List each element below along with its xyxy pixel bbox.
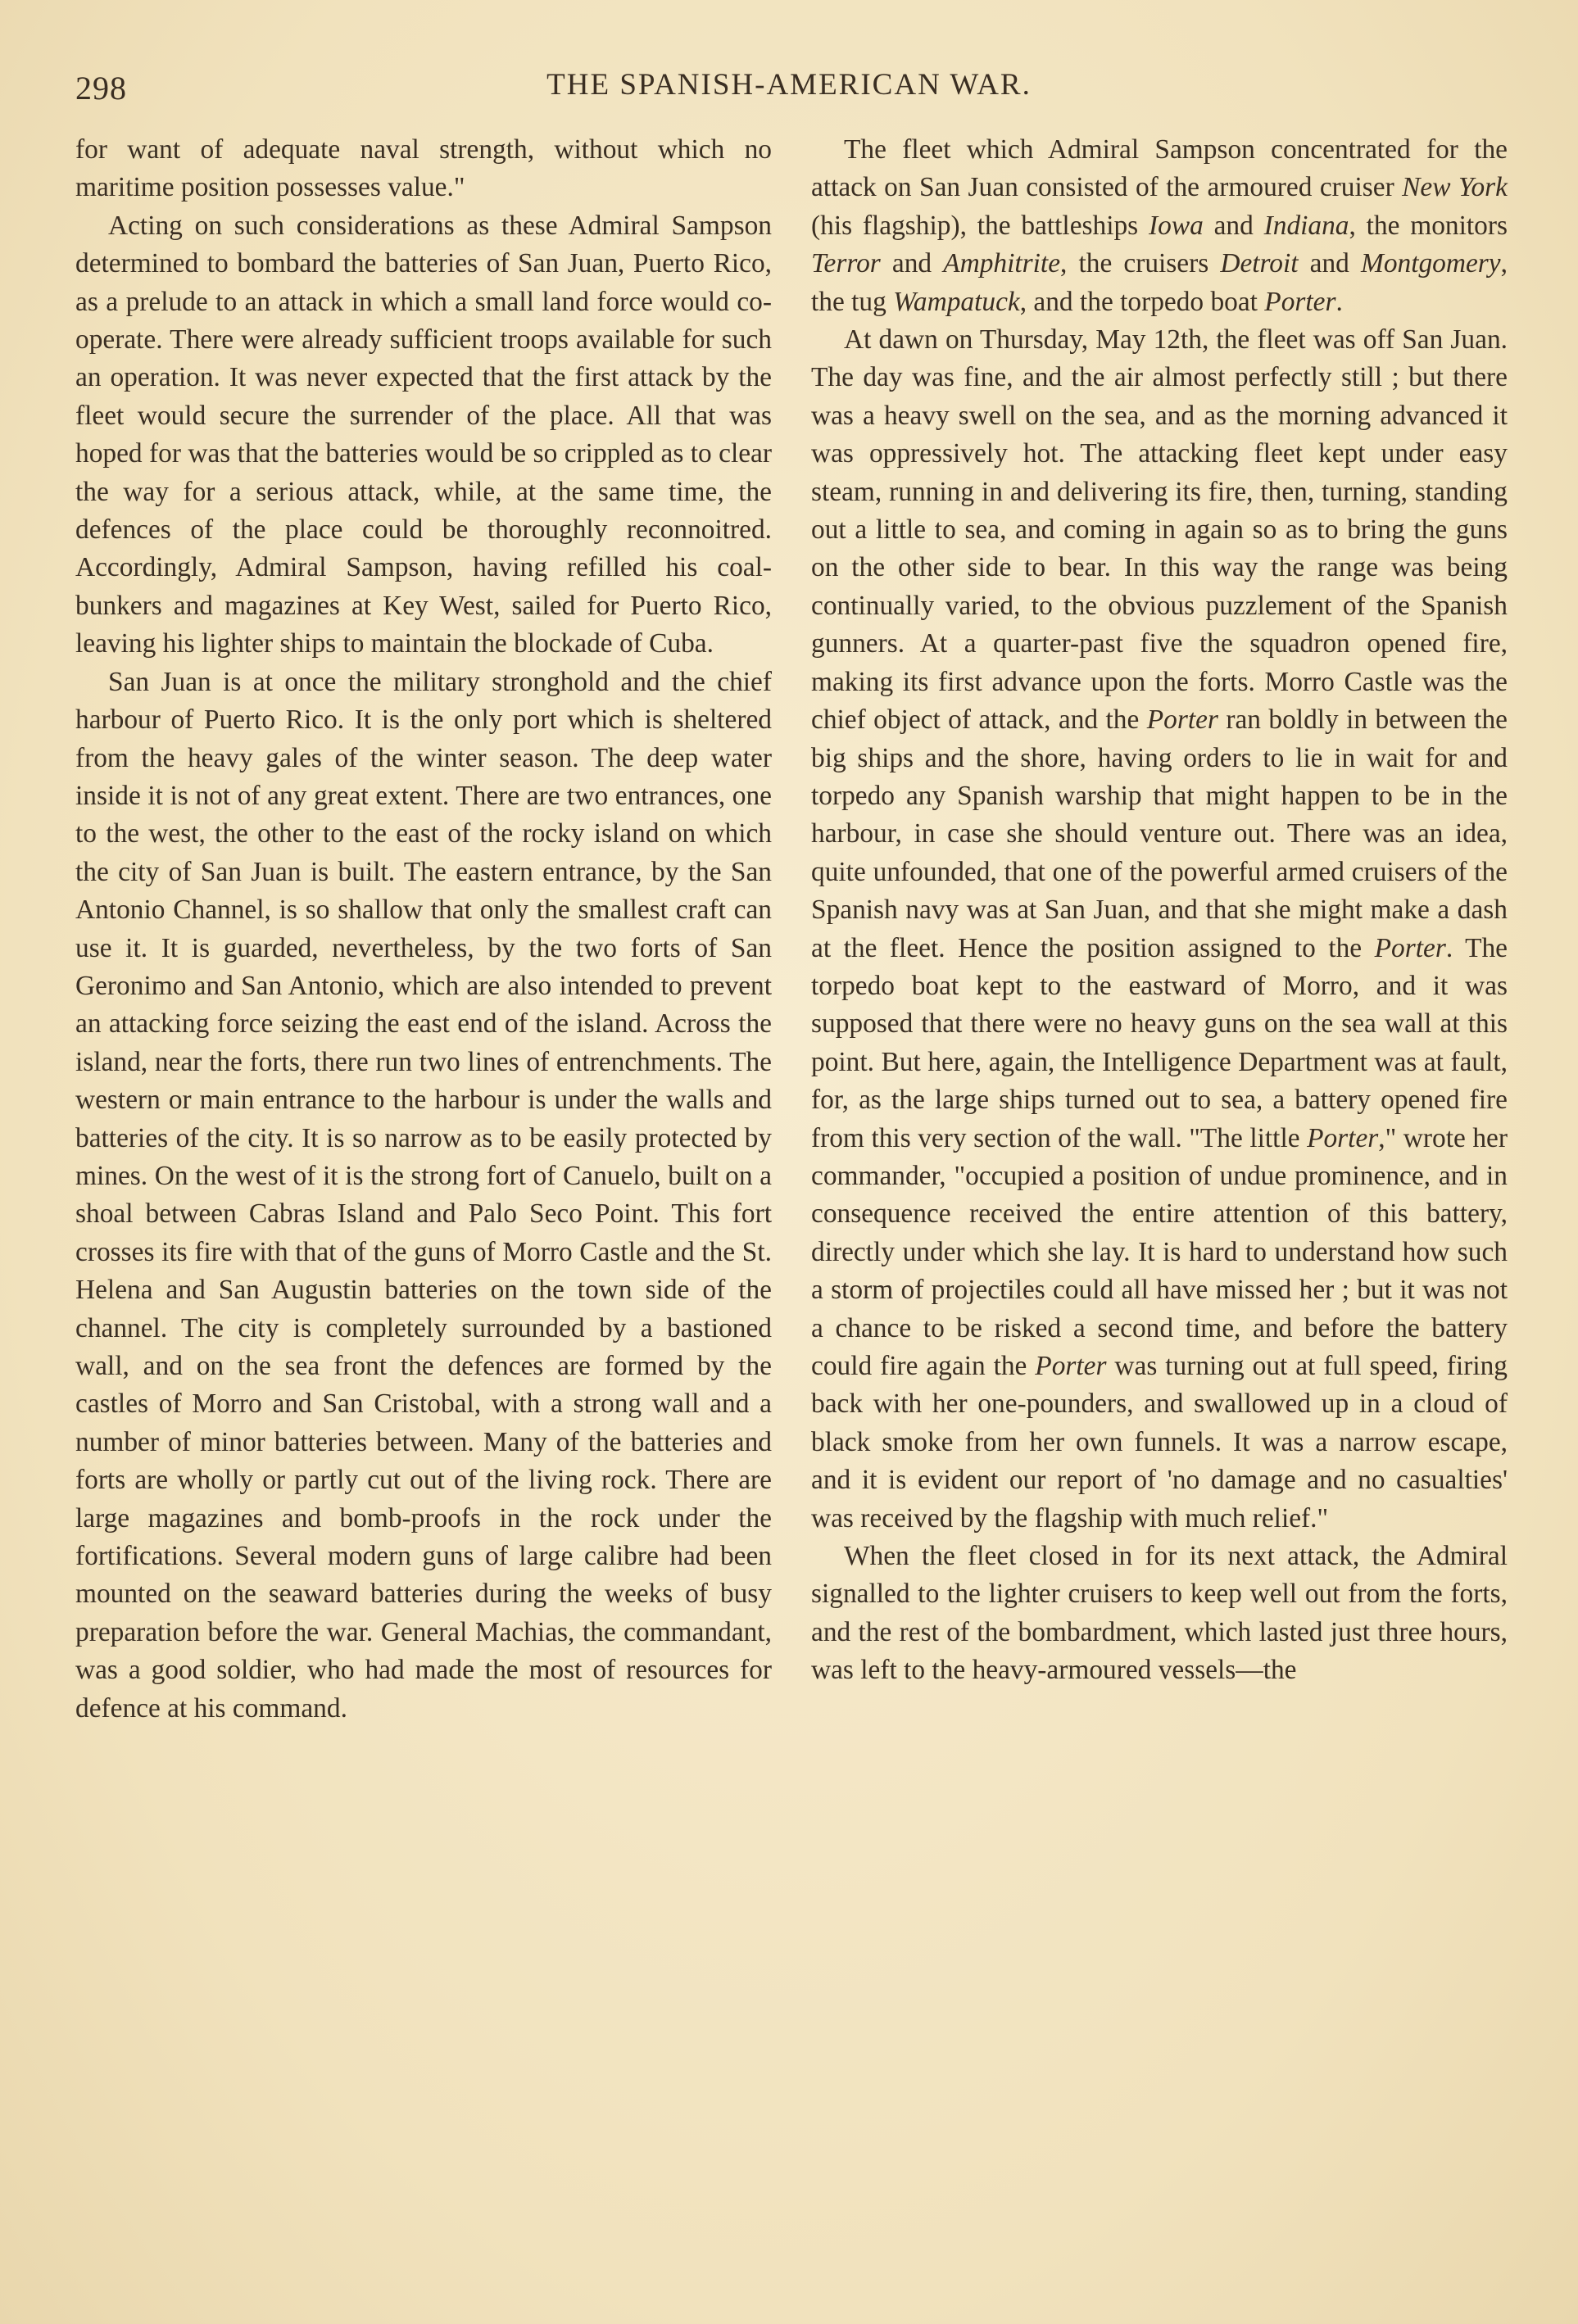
ship-name: Porter (1146, 704, 1218, 736)
paragraph: At dawn on Thursday, May 12th, the fleet was off San Juan. The day was fine, and the air almost perfectly still ; but there was a heavy swell on the sea, and as the morning advanced it was oppressively hot. The attacking fleet kept under easy steam, running in and delivering its fire, then, turning, standing out a little to sea, and coming in again so as to bring the guns on the other side to bear. In this way the range was being continually varied, to the obvious puzzlement of the Spanish gunners. At a quarter-past five the squadron opened fire, making its first advance upon the forts. Morro Castle was the chief object of attack, and the Porter ran boldly in between the big ships and the shore, having orders to lie in wait for and torpedo any Spanish warship that might happen to be in the harbour, in case she should venture out. There was an idea, quite unfounded, that one of the powerful armed cruisers of the Spanish navy was at San Juan, and that she might make a dash at the fleet. Hence the position assigned to the Porter. The torpedo boat kept to the eastward of Morro, and it was supposed that there were no heavy guns on the sea wall at this point. But here, again, the Intelligence Department was at fault, for, as the large ships turned out to sea, a battery opened fire from this very section of the wall. "The little Porter," wrote her commander, "occupied a position of undue prominence, and in consequence received the entire attention of this battery, directly under which she lay. It is hard to understand how such a storm of projectiles could all have missed her ; but it was not a chance to be risked a second time, and before the battery could fire again the Porter was turning out at full speed, firing back with her one-pounders, and swallowed up in a cloud of black smoke from her own funnels. It was a narrow escape, and it is evident our report of 'no damage and no casualties' was received by the flagship with much relief." (811, 324, 1508, 1533)
ship-name: Porter (1264, 286, 1336, 317)
ship-name: Montgomery (1361, 248, 1501, 279)
paragraph: When the fleet closed in for its next attack, the Admiral signalled to the lighter cruisers to keep well out from the forts, and the rest of the bombardment, which lasted just three hours, was left to the heavy-armoured vessels—the (811, 1541, 1508, 1686)
page-number: 298 (75, 70, 127, 106)
left-column (75, 131, 772, 1728)
right-column (811, 131, 1508, 1690)
running-title: THE SPANISH-AMERICAN WAR. (546, 68, 1032, 102)
ship-name: Detroit (1220, 248, 1299, 279)
ship-name: Wampatuck (893, 286, 1020, 317)
ship-name: Iowa (1149, 210, 1204, 241)
paragraph: for want of adequate naval strength, without which no maritime position possesses value." (75, 134, 772, 203)
paragraph: Acting on such considerations as these Admiral Sampson determined to bombard the batteries of San Juan, Puerto Rico, as a prelude to an attack in which a small land force would co-operate. There were already sufficient troops available for such an operation. It was never expected that the first attack by the fleet would secure the surrender of the place. All that was hoped for was that the batteries would be so crippled as to clear the way for a serious attack, while, at the same time, the defences of the place could be thoroughly reconnoitred. Accordingly, Admiral Sampson, having refilled his coal-bunkers and magazines at Key West, sailed for Puerto Rico, leaving his lighter ships to maintain the blockade of Cuba. (75, 210, 772, 659)
ship-name: Amphitrite (943, 248, 1061, 279)
ship-name: Indiana (1263, 210, 1349, 241)
ship-name: Porter (1035, 1351, 1107, 1381)
ship-name: Terror (811, 248, 881, 279)
ship-name: Porter (1307, 1122, 1379, 1153)
ship-name: Porter (1374, 932, 1446, 963)
paragraph: San Juan is at once the military stronghold and the chief harbour of Puerto Rico. It is the only port which is sheltered from the heavy gales of the winter season. The deep water inside it is not of any great extent. There are two entrances, one to the west, the other to the east of the rocky island on which the city of San Juan is built. The eastern entrance, by the San Antonio Channel, is so shallow that only the smallest craft can use it. It is guarded, nevertheless, by the two forts of San Geronimo and San Antonio, which are also intended to prevent an attacking force seizing the east end of the island. Across the island, near the forts, there run two lines of entrenchments. The western or main entrance to the harbour is under the walls and batteries of the city. It is so narrow as to be easily protected by mines. On the west of it is the strong fort of Canuelo, built on a shoal between Cabras Island and Palo Seco Point. This fort crosses its fire with that of the guns of Morro Castle and the St. Helena and San Augustin batteries on the town side of the channel. The city is completely surrounded by a bastioned wall, and on the sea front the defences are formed by the castles of Morro and San Cristobal, with a strong wall and a number of minor batteries between. Many of the batteries and forts are wholly or partly cut out of the living rock. There are large magazines and bomb-proofs in the rock under the fortifications. Several modern guns of large calibre had been mounted on the seaward batteries during the weeks of busy preparation before the war. General Machias, the commandant, was a good soldier, who had made the most of resources for defence at his command. (75, 666, 772, 1724)
ship-name: New York (1402, 172, 1508, 203)
paragraph: The fleet which Admiral Sampson concentrated for the attack on San Juan consisted of the armoured cruiser New York (his flagship), the battleships Iowa and Indiana, the monitors Terror and Amphitrite, the cruisers Detroit and Montgomery, the tug Wampatuck, and the torpedo boat Porter. (811, 134, 1508, 317)
